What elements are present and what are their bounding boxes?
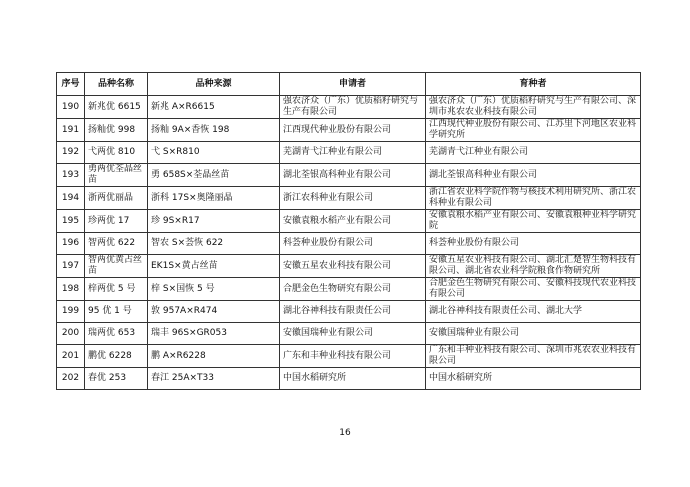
cell-variety-name: 智两优 622 [85,233,148,255]
cell-applicant: 安徽国瑞种业有限公司 [280,323,426,345]
table-row [57,119,641,142]
cell-variety-name: 新兆优 6615 [85,96,148,119]
header-breeder: 育种者 [426,73,641,96]
table-row [57,301,641,323]
cell-variety-source: 弋 S×R810 [148,142,280,164]
cell-applicant: 安徽五星农业科技有限公司 [280,255,426,278]
cell-breeder: 广东和丰种业科技有限公司、深圳市兆农农业科技有限公司 [426,345,641,368]
table-header-row [57,73,641,96]
cell-breeder: 安徽五星农业科技有限公司、湖北汇楚智生物科技有限公司、湖北省农业科学院粮食作物研究所 [426,255,641,278]
cell-serial-number: 202 [57,368,85,390]
cell-serial-number: 193 [57,164,85,187]
cell-variety-name: 95 优 1 号 [85,301,148,323]
table-row [57,323,641,345]
cell-variety-name: 勇两优荃晶丝苗 [85,164,148,187]
header-applicant: 申请者 [280,73,426,96]
cell-serial-number: 199 [57,301,85,323]
table-row [57,187,641,210]
cell-variety-source: 新兆 A×R6615 [148,96,280,119]
cell-applicant: 强农济众（广东）优质稻籽研究与生产有限公司 [280,96,426,119]
cell-breeder: 合肥金色生物研究有限公司、安徽科技现代农业科技有限公司 [426,278,641,301]
cell-applicant: 中国水稻研究所 [280,368,426,390]
variety-table [56,72,641,390]
table-row [57,368,641,390]
cell-breeder: 浙江省农业科学院作物与核技术利用研究所、浙江农科种业有限公司 [426,187,641,210]
header-variety-name: 品种名称 [85,73,148,96]
cell-variety-source: 勇 658S×荃晶丝苗 [148,164,280,187]
cell-applicant: 湖北荃银高科种业有限公司 [280,164,426,187]
cell-variety-name: 弋两优 810 [85,142,148,164]
cell-applicant: 科荟种业股份有限公司 [280,233,426,255]
cell-variety-source: 瑞丰 96S×GR053 [148,323,280,345]
cell-applicant: 浙江农科种业有限公司 [280,187,426,210]
page-number: 16 [339,428,351,438]
cell-serial-number: 200 [57,323,85,345]
cell-variety-source: 敦 957A×R474 [148,301,280,323]
cell-applicant: 广东和丰种业科技有限公司 [280,345,426,368]
cell-variety-name: 春优 253 [85,368,148,390]
cell-variety-source: 珍 9S×R17 [148,210,280,233]
cell-breeder: 江西现代种业股份有限公司、江苏里下河地区农业科学研究所 [426,119,641,142]
cell-variety-source: 扬籼 9A×香恢 198 [148,119,280,142]
table-row [57,142,641,164]
table-row [57,255,641,278]
cell-applicant: 安徽袁粮水稻产业有限公司 [280,210,426,233]
cell-breeder: 湖北荃银高科种业有限公司 [426,164,641,187]
cell-variety-name: 珍两优 17 [85,210,148,233]
cell-serial-number: 195 [57,210,85,233]
cell-breeder: 科荟种业股份有限公司 [426,233,641,255]
table-row [57,345,641,368]
cell-variety-source: 春江 25A×T33 [148,368,280,390]
cell-applicant: 湖北谷神科技有限责任公司 [280,301,426,323]
cell-serial-number: 194 [57,187,85,210]
cell-serial-number: 191 [57,119,85,142]
table-row [57,278,641,301]
cell-breeder: 安徽国瑞种业有限公司 [426,323,641,345]
cell-variety-source: 智农 S×荟恢 622 [148,233,280,255]
table-row [57,96,641,119]
cell-variety-name: 瑞两优 653 [85,323,148,345]
cell-variety-name: 浙两优丽晶 [85,187,148,210]
cell-serial-number: 192 [57,142,85,164]
cell-serial-number: 190 [57,96,85,119]
cell-variety-name: 扬籼优 998 [85,119,148,142]
cell-variety-name: 梓两优 5 号 [85,278,148,301]
cell-variety-name: 智两优黄占丝苗 [85,255,148,278]
cell-breeder: 强农济众（广东）优质稻籽研究与生产有限公司、深圳市兆农农业科技有限公司 [426,96,641,119]
header-serial-number: 序号 [57,73,85,96]
cell-variety-source: 梓 S×国恢 5 号 [148,278,280,301]
cell-variety-name: 鹏优 6228 [85,345,148,368]
cell-applicant: 芜湖青弋江种业有限公司 [280,142,426,164]
cell-serial-number: 201 [57,345,85,368]
cell-breeder: 芜湖青弋江种业有限公司 [426,142,641,164]
cell-serial-number: 198 [57,278,85,301]
cell-applicant: 合肥金色生物研究有限公司 [280,278,426,301]
cell-breeder: 安徽袁粮水稻产业有限公司、安徽袁粮种业科学研究院 [426,210,641,233]
cell-serial-number: 196 [57,233,85,255]
cell-applicant: 江西现代种业股份有限公司 [280,119,426,142]
cell-variety-source: 鹏 A×R6228 [148,345,280,368]
table-row [57,164,641,187]
header-variety-source: 品种来源 [148,73,280,96]
table-row [57,233,641,255]
table-body [57,96,641,390]
cell-variety-source: EK1S×黄占丝苗 [148,255,280,278]
cell-variety-source: 浙科 17S×奥隆丽晶 [148,187,280,210]
cell-breeder: 湖北谷神科技有限责任公司、湖北大学 [426,301,641,323]
cell-breeder: 中国水稻研究所 [426,368,641,390]
cell-serial-number: 197 [57,255,85,278]
table-row [57,210,641,233]
